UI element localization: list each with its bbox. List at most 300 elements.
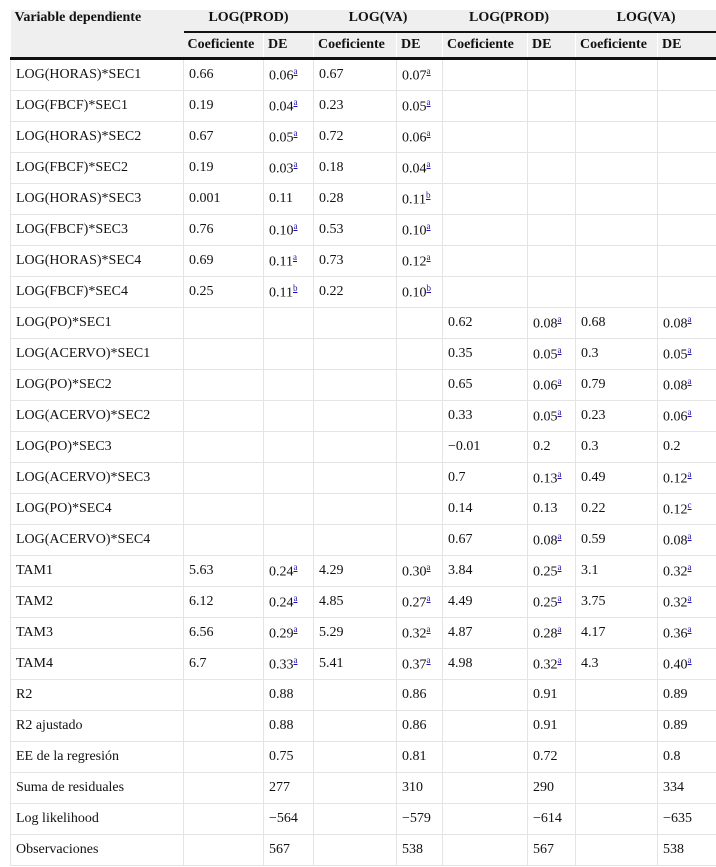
coefficient-cell	[184, 153, 264, 184]
row-label: LOG(FBCF)*SEC4	[11, 277, 184, 308]
cell-value: 0.08	[663, 316, 688, 332]
cell-value: 0.88	[269, 687, 294, 702]
coefficient-cell	[314, 463, 397, 494]
row-label: LOG(FBCF)*SEC2	[11, 153, 184, 184]
standard-error-cell	[264, 618, 314, 649]
footnote-link[interactable]: a	[557, 654, 562, 665]
coefficient-cell	[443, 277, 528, 308]
row-label: LOG(ACERVO)*SEC4	[11, 525, 184, 556]
table-row	[11, 277, 716, 308]
cell-value: 6.7	[189, 656, 207, 671]
coefficient-cell	[184, 711, 264, 742]
standard-error-cell	[264, 494, 314, 525]
coefficient-cell	[576, 804, 658, 835]
coefficient-cell	[443, 525, 528, 556]
table-row	[11, 246, 716, 277]
cell-value: 0.08	[533, 533, 558, 549]
coefficient-cell	[576, 494, 658, 525]
footnote-link[interactable]: a	[687, 623, 692, 634]
footnote-link[interactable]: a	[557, 375, 562, 386]
coefficient-cell	[184, 277, 264, 308]
table-row	[11, 308, 716, 339]
cell-value: 0.04	[269, 99, 294, 115]
row-label: LOG(HORAS)*SEC3	[11, 184, 184, 215]
cell-value: 0.11	[269, 254, 293, 270]
coefficient-cell	[576, 742, 658, 773]
cell-value: 3.75	[581, 594, 606, 609]
cell-value: 0.08	[533, 316, 558, 332]
standard-error-cell	[528, 432, 576, 463]
standard-error-cell	[658, 742, 716, 773]
cell-value: 5.41	[319, 656, 344, 671]
cell-value: −579	[402, 811, 431, 826]
cell-value: 0.40	[663, 657, 688, 673]
table-row	[11, 556, 716, 587]
coefficient-cell	[184, 370, 264, 401]
cell-value: 0.05	[663, 347, 688, 363]
coefficient-cell	[576, 122, 658, 153]
table-row	[11, 773, 716, 804]
table-row	[11, 835, 716, 866]
coefficient-cell	[576, 649, 658, 680]
coefficient-cell	[314, 59, 397, 91]
coefficient-cell	[443, 649, 528, 680]
cell-value: 0.28	[533, 626, 558, 642]
footnote-link[interactable]: a	[292, 251, 297, 262]
row-label: R2 ajustado	[11, 711, 184, 742]
footnote-link[interactable]: a	[557, 530, 562, 541]
coefficient-cell	[443, 804, 528, 835]
footnote-link[interactable]: a	[687, 468, 692, 479]
table-row	[11, 649, 716, 680]
footnote-link[interactable]: a	[293, 127, 298, 138]
cell-value: 0.25	[189, 284, 214, 299]
coefficient-cell	[576, 339, 658, 370]
coefficient-cell	[443, 618, 528, 649]
cell-value: 0.86	[402, 718, 427, 733]
footnote-link[interactable]: a	[687, 406, 692, 417]
regression-results-table	[10, 10, 716, 866]
row-label: LOG(HORAS)*SEC2	[11, 122, 184, 153]
cell-value: 0.3	[581, 346, 599, 361]
cell-value: 0.36	[663, 626, 688, 642]
footnote-link[interactable]: b	[426, 282, 432, 293]
footnote-link[interactable]: a	[293, 65, 298, 76]
standard-error-cell	[397, 804, 443, 835]
coefficient-cell	[314, 122, 397, 153]
cell-value: 0.06	[663, 409, 688, 425]
footnote-link[interactable]: a	[557, 406, 562, 417]
coefficient-cell	[576, 215, 658, 246]
footnote-link[interactable]: a	[426, 127, 431, 138]
coefficient-cell	[576, 556, 658, 587]
coefficient-cell	[314, 587, 397, 618]
coeficiente-header: Coeficiente	[314, 32, 397, 59]
footnote-link[interactable]: a	[293, 654, 298, 665]
standard-error-cell	[658, 339, 716, 370]
table-row	[11, 91, 716, 122]
row-label: TAM1	[11, 556, 184, 587]
row-label: Log likelihood	[11, 804, 184, 835]
coefficient-cell	[576, 401, 658, 432]
coefficient-cell	[184, 835, 264, 866]
standard-error-cell	[658, 59, 716, 91]
cell-value: 4.98	[448, 656, 473, 671]
footnote-link[interactable]: a	[293, 96, 298, 107]
footnote-link[interactable]: a	[426, 592, 431, 603]
cell-value: 0.2	[533, 439, 551, 454]
row-label: Observaciones	[11, 835, 184, 866]
standard-error-cell	[658, 587, 716, 618]
footnote-link[interactable]: a	[426, 220, 431, 231]
row-label: EE de la regresión	[11, 742, 184, 773]
coefficient-cell	[443, 59, 528, 91]
standard-error-cell	[528, 494, 576, 525]
standard-error-cell	[264, 587, 314, 618]
coefficient-cell	[443, 742, 528, 773]
footnote-link[interactable]: a	[426, 96, 431, 107]
footnote-link[interactable]: a	[687, 592, 692, 603]
coefficient-cell	[576, 711, 658, 742]
standard-error-cell	[658, 215, 716, 246]
cell-value: 0.10	[402, 285, 427, 301]
standard-error-cell	[528, 618, 576, 649]
footnote-link[interactable]: a	[687, 375, 692, 386]
coefficient-cell	[576, 587, 658, 618]
table-row	[11, 432, 716, 463]
cell-value: 0.06	[402, 130, 427, 146]
footnote-link[interactable]: a	[293, 561, 298, 572]
footnote-link[interactable]: a	[293, 592, 298, 603]
cell-value: 0.14	[448, 501, 473, 516]
standard-error-cell	[264, 153, 314, 184]
standard-error-cell	[528, 246, 576, 277]
standard-error-cell	[658, 184, 716, 215]
coefficient-cell	[314, 711, 397, 742]
cell-value: 0.49	[581, 470, 606, 485]
group-header-log-prod-2: LOG(PROD)	[443, 10, 576, 32]
footnote-link[interactable]: a	[557, 344, 562, 355]
footnote-link[interactable]: a	[426, 65, 431, 76]
coefficient-cell	[184, 618, 264, 649]
cell-value: 0.19	[189, 98, 214, 113]
coefficient-cell	[443, 215, 528, 246]
cell-value: 3.84	[448, 563, 473, 578]
cell-value: 0.18	[319, 160, 344, 175]
cell-value: 0.11	[402, 192, 426, 208]
standard-error-cell	[397, 618, 443, 649]
cell-value: 0.08	[663, 378, 688, 394]
cell-value: 4.85	[319, 594, 344, 609]
coefficient-cell	[184, 587, 264, 618]
standard-error-cell	[264, 773, 314, 804]
cell-value: 0.35	[448, 346, 473, 361]
cell-value: 0.06	[269, 68, 294, 84]
coefficient-cell	[314, 246, 397, 277]
footnote-link[interactable]: a	[557, 623, 562, 634]
de-header: DE	[397, 32, 443, 59]
cell-value: 0.68	[581, 315, 606, 330]
standard-error-cell	[658, 649, 716, 680]
standard-error-cell	[264, 711, 314, 742]
de-header: DE	[658, 32, 716, 59]
standard-error-cell	[264, 370, 314, 401]
standard-error-cell	[528, 649, 576, 680]
coefficient-cell	[314, 618, 397, 649]
table-row	[11, 587, 716, 618]
standard-error-cell	[264, 401, 314, 432]
cell-value: 0.13	[533, 501, 558, 516]
cell-value: 0.05	[402, 99, 427, 115]
standard-error-cell	[397, 59, 443, 91]
cell-value: 0.32	[663, 595, 688, 611]
standard-error-cell	[264, 308, 314, 339]
cell-value: 567	[533, 842, 555, 857]
cell-value: 0.32	[402, 626, 427, 642]
cell-value: 0.81	[402, 749, 427, 764]
coefficient-cell	[576, 370, 658, 401]
coefficient-cell	[184, 525, 264, 556]
de-header: DE	[528, 32, 576, 59]
footnote-link[interactable]: a	[687, 313, 692, 324]
standard-error-cell	[658, 773, 716, 804]
cell-value: 5.63	[189, 563, 214, 578]
group-header-log-va-1: LOG(VA)	[314, 10, 443, 32]
standard-error-cell	[397, 711, 443, 742]
row-label: LOG(HORAS)*SEC1	[11, 59, 184, 91]
standard-error-cell	[528, 742, 576, 773]
cell-value: 310	[402, 780, 424, 795]
coefficient-cell	[443, 711, 528, 742]
row-label: Suma de residuales	[11, 773, 184, 804]
cell-value: 277	[269, 780, 290, 795]
table-row	[11, 401, 716, 432]
cell-value: 0.53	[319, 222, 344, 237]
footnote-link[interactable]: a	[687, 344, 692, 355]
cell-value: 0.05	[533, 409, 558, 425]
coefficient-cell	[576, 59, 658, 91]
cell-value: 0.3	[581, 439, 599, 454]
standard-error-cell	[528, 556, 576, 587]
standard-error-cell	[528, 184, 576, 215]
cell-value: 0.67	[448, 532, 473, 547]
standard-error-cell	[264, 804, 314, 835]
cell-value: 0.73	[319, 253, 344, 268]
coefficient-cell	[314, 773, 397, 804]
standard-error-cell	[658, 835, 716, 866]
cell-value: 0.32	[533, 657, 558, 673]
cell-value: 0.10	[402, 223, 427, 239]
table-row	[11, 618, 716, 649]
standard-error-cell	[658, 91, 716, 122]
footnote-link[interactable]: a	[687, 561, 692, 572]
footnote-link[interactable]: a	[557, 313, 562, 324]
cell-value: 0.23	[319, 98, 344, 113]
standard-error-cell	[397, 463, 443, 494]
cell-value: 0.03	[269, 161, 294, 177]
coefficient-cell	[184, 773, 264, 804]
row-label: TAM2	[11, 587, 184, 618]
cell-value: 3.1	[581, 563, 599, 578]
standard-error-cell	[397, 773, 443, 804]
cell-value: 0.8	[663, 749, 681, 764]
coefficient-cell	[576, 277, 658, 308]
table-row	[11, 122, 716, 153]
coefficient-cell	[184, 91, 264, 122]
table-row	[11, 680, 716, 711]
cell-value: 6.56	[189, 625, 214, 640]
footnote-link[interactable]: a	[557, 561, 562, 572]
standard-error-cell	[264, 277, 314, 308]
standard-error-cell	[264, 339, 314, 370]
coefficient-cell	[314, 680, 397, 711]
coefficient-cell	[184, 432, 264, 463]
standard-error-cell	[528, 587, 576, 618]
coefficient-cell	[314, 339, 397, 370]
cell-value: 5.29	[319, 625, 344, 640]
standard-error-cell	[658, 370, 716, 401]
coefficient-cell	[184, 308, 264, 339]
standard-error-cell	[528, 463, 576, 494]
cell-value: 0.04	[402, 161, 427, 177]
coefficient-cell	[314, 401, 397, 432]
cell-value: 0.62	[448, 315, 473, 330]
footnote-link[interactable]: a	[426, 561, 431, 572]
cell-value: 0.2	[663, 439, 681, 454]
standard-error-cell	[528, 308, 576, 339]
footnote-link[interactable]: a	[687, 654, 692, 665]
standard-error-cell	[264, 835, 314, 866]
coeficiente-header: Coeficiente	[576, 32, 658, 59]
coefficient-cell	[314, 184, 397, 215]
cell-value: 0.79	[581, 377, 606, 392]
coefficient-cell	[314, 835, 397, 866]
coefficient-cell	[443, 370, 528, 401]
cell-value: 0.11	[269, 191, 293, 206]
cell-value: 0.69	[189, 253, 214, 268]
cell-value: 0.28	[319, 191, 344, 206]
cell-value: 0.67	[189, 129, 214, 144]
coefficient-cell	[576, 618, 658, 649]
coefficient-cell	[576, 835, 658, 866]
cell-value: 0.10	[269, 223, 294, 239]
footnote-link[interactable]: b	[426, 189, 431, 200]
coefficient-cell	[314, 742, 397, 773]
footnote-link[interactable]: c	[687, 499, 692, 510]
coeficiente-header: Coeficiente	[443, 32, 528, 59]
standard-error-cell	[528, 773, 576, 804]
cell-value: 0.22	[581, 501, 606, 516]
group-header-log-va-2: LOG(VA)	[576, 10, 716, 32]
cell-value: 334	[663, 780, 685, 795]
standard-error-cell	[658, 463, 716, 494]
coefficient-cell	[576, 246, 658, 277]
cell-value: 6.12	[189, 594, 214, 609]
footnote-link[interactable]: a	[687, 530, 692, 541]
row-label: LOG(ACERVO)*SEC1	[11, 339, 184, 370]
footnote-link[interactable]: a	[293, 220, 298, 231]
row-label: LOG(PO)*SEC3	[11, 432, 184, 463]
standard-error-cell	[397, 649, 443, 680]
cell-value: 0.30	[402, 564, 427, 580]
footnote-link[interactable]: a	[557, 592, 562, 603]
footnote-link[interactable]: a	[293, 158, 298, 169]
footnote-link[interactable]: a	[426, 623, 431, 634]
coefficient-cell	[443, 339, 528, 370]
coefficient-cell	[443, 308, 528, 339]
coefficient-cell	[314, 525, 397, 556]
row-label: LOG(ACERVO)*SEC3	[11, 463, 184, 494]
footnote-link[interactable]: a	[426, 158, 431, 169]
standard-error-cell	[397, 308, 443, 339]
row-label: LOG(HORAS)*SEC4	[11, 246, 184, 277]
standard-error-cell	[264, 525, 314, 556]
table-row	[11, 153, 716, 184]
standard-error-cell	[264, 649, 314, 680]
standard-error-cell	[528, 277, 576, 308]
standard-error-cell	[264, 122, 314, 153]
table-row	[11, 184, 716, 215]
standard-error-cell	[264, 680, 314, 711]
row-label: TAM4	[11, 649, 184, 680]
standard-error-cell	[397, 339, 443, 370]
cell-value: 0.25	[533, 595, 558, 611]
cell-value: −614	[533, 811, 562, 826]
coefficient-cell	[576, 91, 658, 122]
standard-error-cell	[397, 401, 443, 432]
cell-value: 0.66	[189, 67, 214, 82]
cell-value: 538	[663, 842, 685, 857]
standard-error-cell	[528, 370, 576, 401]
coefficient-cell	[576, 153, 658, 184]
footnote-link[interactable]: a	[426, 654, 431, 665]
coefficient-cell	[576, 773, 658, 804]
standard-error-cell	[658, 711, 716, 742]
coefficient-cell	[184, 59, 264, 91]
cell-value: 0.65	[448, 377, 473, 392]
cell-value: 538	[402, 842, 424, 857]
cell-value: 0.11	[269, 285, 293, 301]
coefficient-cell	[314, 215, 397, 246]
cell-value: 0.32	[663, 564, 688, 580]
standard-error-cell	[397, 153, 443, 184]
coefficient-cell	[443, 153, 528, 184]
coefficient-cell	[184, 184, 264, 215]
cell-value: 0.12	[402, 254, 427, 270]
footnote-link[interactable]: a	[557, 468, 562, 479]
table-row	[11, 339, 716, 370]
coefficient-cell	[314, 91, 397, 122]
cell-value: 0.33	[269, 657, 294, 673]
footnote-link[interactable]: a	[426, 251, 431, 262]
row-label: LOG(PO)*SEC1	[11, 308, 184, 339]
cell-value: 0.12	[663, 502, 688, 518]
footnote-link[interactable]: a	[293, 623, 298, 634]
coefficient-cell	[443, 494, 528, 525]
coefficient-cell	[443, 587, 528, 618]
cell-value: −0.01	[448, 439, 481, 454]
cell-value: 0.86	[402, 687, 427, 702]
row-label: R2	[11, 680, 184, 711]
coefficient-cell	[314, 432, 397, 463]
footnote-link[interactable]: b	[292, 282, 298, 293]
cell-value: 0.75	[269, 749, 294, 764]
coeficiente-header: Coeficiente	[184, 32, 264, 59]
standard-error-cell	[658, 153, 716, 184]
cell-value: 0.05	[269, 130, 294, 146]
row-label: LOG(PO)*SEC2	[11, 370, 184, 401]
cell-value: 0.27	[402, 595, 427, 611]
